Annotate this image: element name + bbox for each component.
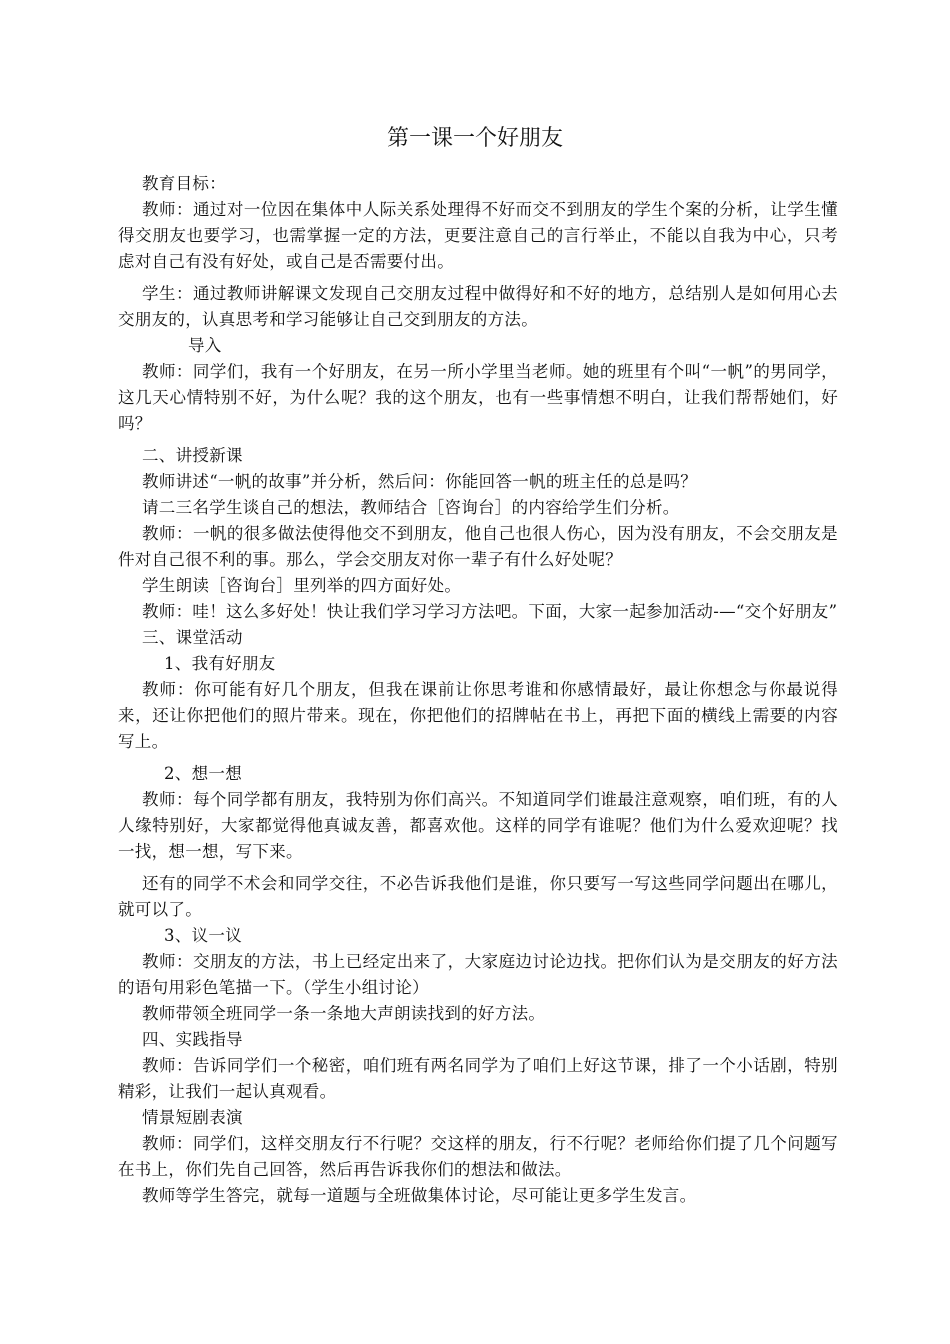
paragraph: 教师讲述“一帆的故事”并分析，然后问：你能回答一帆的班主任的总是吗？	[142, 472, 698, 491]
paragraph: 教师：你可能有好几个朋友，但我在课前让你思考谁和你感情最好，最让你想念与你最说得来，还让你把他们的照片带来。现在，你把他们的招牌帖在书上，再把下面的横线上需要的内容写上。	[118, 680, 838, 751]
subsection-heading: 3、议一议	[164, 926, 242, 945]
paragraph: 教师：告诉同学们一个秘密，咱们班有两名同学为了咱们上好这节课，排了一个小话剧，特别精彩，让我们一起认真观看。	[118, 1056, 838, 1101]
paragraph: 教师：通过对一位因在集体中人际关系处理得不好而交不到朋友的学生个案的分析，让学生懂得交朋友也要学习，也需掌握一定的方法，更要注意自己的言行举止，不能以自我为中心，只考虑对自己有没有好处，或自己是否需要付出。	[118, 200, 838, 271]
section-heading: 导入	[188, 336, 222, 355]
paragraph: 还有的同学不术会和同学交往，不必告诉我他们是谁，你只要写一写这些同学问题出在哪儿，就可以了。	[118, 874, 838, 919]
paragraph: 教师：哇！这么多好处！快让我们学习学习方法吧。下面，大家一起参加活动-—“交个好朋友”	[142, 602, 838, 621]
paragraph: 学生朗读［咨询台］里列举的四方面好处。	[142, 576, 462, 595]
section-heading: 教育目标：	[142, 174, 226, 193]
paragraph: 教师：交朋友的方法，书上已经定出来了，大家庭边讨论边找。把你们认为是交朋友的好方法的语句用彩色笔描一下。（学生小组讨论）	[118, 952, 838, 997]
paragraph: 教师等学生答完，就每一道题与全班做集体讨论，尽可能让更多学生发言。	[142, 1186, 697, 1205]
document-body	[118, 171, 838, 1209]
subsection-heading: 2、想一想	[164, 764, 242, 783]
section-heading: 二、讲授新课	[142, 446, 243, 465]
paragraph: 教师：同学们，这样交朋友行不行呢？交这样的朋友，行不行呢？老师给你们提了几个问题写在书上，你们先自己回答，然后再告诉我你们的想法和做法。	[118, 1134, 838, 1179]
paragraph: 教师：同学们，我有一个好朋友，在另一所小学里当老师。她的班里有个叫“一帆”的男同学，这几天心情特别不好，为什么呢？我的这个朋友，也有一些事情想不明白，让我们帮帮她们，好吗？	[118, 362, 838, 433]
paragraph: 学生：通过教师讲解课文发现自己交朋友过程中做得好和不好的地方，总结别人是如何用心去交朋友的，认真思考和学习能够让自己交到朋友的方法。	[118, 284, 838, 329]
paragraph: 请二三名学生谈自己的想法，教师结合［咨询台］的内容给学生们分析。	[142, 498, 680, 517]
paragraph: 教师带领全班同学一条一条地大声朗读找到的好方法。	[142, 1004, 546, 1023]
paragraph: 教师：每个同学都有朋友，我特别为你们高兴。不知道同学们谁最注意观察，咱们班，有的人人缘特别好，大家都觉得他真诚友善，都喜欢他。这样的同学有谁呢？他们为什么爱欢迎呢？找一找，想一想，写下来。	[118, 790, 838, 861]
subsection-heading: 1、我有好朋友	[164, 654, 276, 673]
paragraph: 教师：一帆的很多做法使得他交不到朋友，他自己也很人伤心，因为没有朋友，不会交朋友是件对自己很不利的事。那么，学会交朋友对你一辈子有什么好处呢？	[118, 524, 838, 569]
section-heading: 四、实践指导	[142, 1030, 243, 1049]
page-title: 第一课一个好朋友	[386, 126, 563, 151]
section-heading: 三、课堂活动	[142, 628, 243, 647]
section-heading: 情景短剧表演	[142, 1108, 243, 1127]
